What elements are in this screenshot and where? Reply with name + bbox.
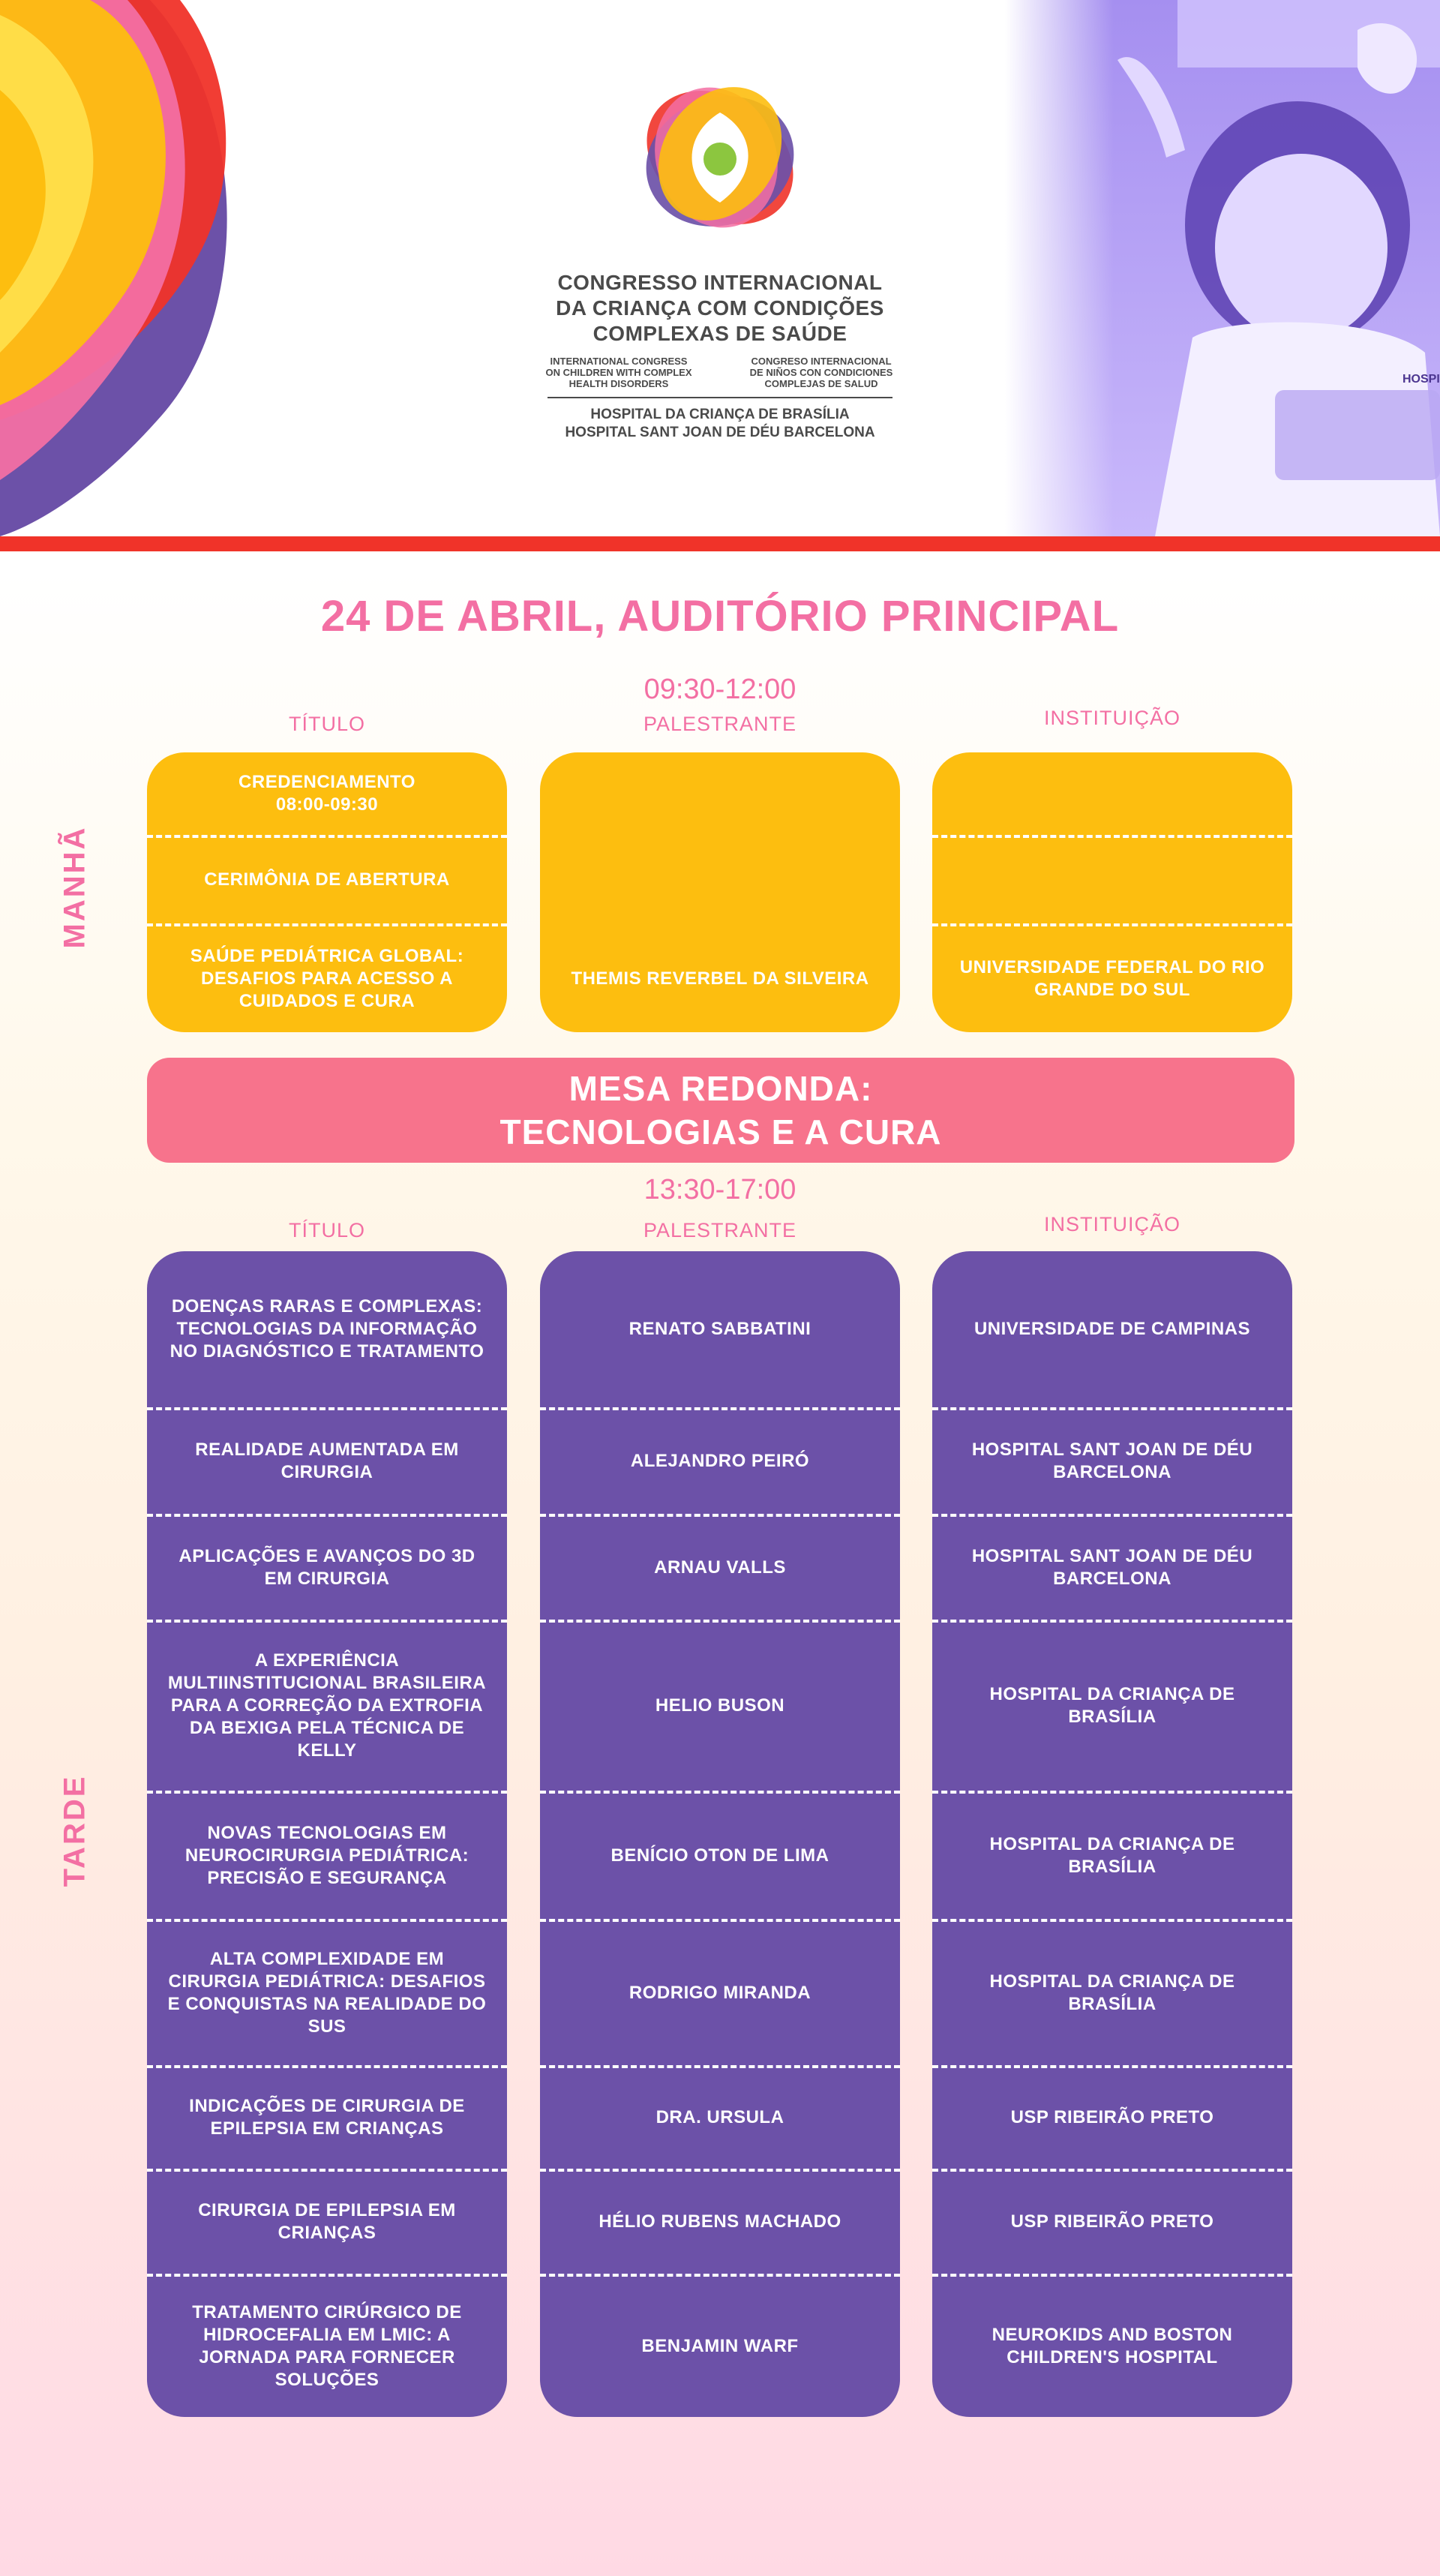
morning-speaker-cell bbox=[540, 836, 900, 923]
afternoon-speaker-cell: DRA. URSULA bbox=[656, 2107, 784, 2127]
afternoon-title-cell: NOVAS TECNOLOGIAS EM NEUROCIRURGIA PEDIÁTRICA: PRECISÃO E SEGURANÇA bbox=[184, 1822, 470, 1888]
afternoon-speaker-cell: RODRIGO MIRANDA bbox=[628, 1982, 812, 2003]
round-table-banner bbox=[147, 1058, 1294, 1163]
morning-header-institution: INSTITUIÇÃO bbox=[1043, 707, 1180, 729]
afternoon-title-cell: ALTA COMPLEXIDADE EM CIRURGIA PEDIÁTRICA: DESAFIOS E CONQUISTAS NA REALIDADE DO SUS bbox=[167, 1948, 487, 2037]
spanish-title: CONGRESO INTERNACIONAL DE NIÑOS CON CONDICIONES COMPLEJAS DE SALUD bbox=[749, 356, 893, 389]
afternoon-header-speaker: PALESTRANTE bbox=[643, 1219, 797, 1241]
afternoon-institution-cell: HOSPITAL SANT JOAN DE DÉU BARCELONA bbox=[971, 1440, 1253, 1482]
english-title: INTERNATIONAL CONGRESS ON CHILDREN WITH COMPLEX HEALTH DISORDERS bbox=[545, 356, 692, 389]
morning-institution-cell: UNIVERSIDADE FEDERAL DO RIO GRANDE DO SUL bbox=[959, 956, 1265, 1000]
afternoon-institution-cell: HOSPITAL DA CRIANÇA DE BRASÍLIA bbox=[989, 1971, 1235, 2014]
afternoon-title-cell: APLICAÇÕES E AVANÇOS DO 3D EM CIRURGIA bbox=[178, 1545, 476, 1589]
afternoon-speaker-cell: ALEJANDRO PEIRÓ bbox=[630, 1451, 810, 1471]
red-divider-bar bbox=[0, 536, 1440, 551]
afternoon-institution-cell: HOSPITAL DA CRIANÇA DE BRASÍLIA bbox=[989, 1684, 1235, 1727]
afternoon-speaker-cell: ARNAU VALLS bbox=[654, 1557, 786, 1578]
afternoon-title-cell: REALIDADE AUMENTADA EM CIRURGIA bbox=[195, 1440, 459, 1482]
afternoon-title-cell: CIRURGIA DE EPILEPSIA EM CRIANÇAS bbox=[198, 2200, 456, 2243]
date-title: 24 DE ABRIL, AUDITÓRIO PRINCIPAL bbox=[320, 592, 1120, 641]
congress-title: CONGRESSO INTERNACIONAL DA CRIANÇA COM CONDIÇÕES COMPLEXAS DE SAÚDE bbox=[556, 271, 884, 345]
afternoon-header-institution: INSTITUIÇÃO bbox=[1043, 1213, 1180, 1235]
morning-speaker-cell bbox=[540, 752, 900, 835]
afternoon-institution-cell: NEUROKIDS AND BOSTON CHILDREN'S HOSPITAL bbox=[992, 2324, 1233, 2367]
congress-title-block bbox=[525, 270, 915, 442]
congress-subtitles bbox=[525, 356, 915, 389]
morning-title-cell: CREDENCIAMENTO 08:00-09:30 bbox=[238, 772, 416, 815]
afternoon-institution-cell: UNIVERSIDADE DE CAMPINAS bbox=[974, 1319, 1251, 1339]
afternoon-speaker-cell: HELIO BUSON bbox=[655, 1695, 785, 1716]
afternoon-title-cell: A EXPERIÊNCIA MULTIINSTITUCIONAL BRASILEIRA PARA A CORREÇÃO DA EXTROFIA DA BEXIGA PELA TÉCNICA DE KELLY bbox=[167, 1650, 487, 1761]
afternoon-title-cell: INDICAÇÕES DE CIRURGIA DE EPILEPSIA EM CRIANÇAS bbox=[189, 2096, 465, 2139]
abstract-shapes-art bbox=[0, 0, 240, 536]
afternoon-time: 13:30-17:00 bbox=[644, 1174, 796, 1205]
afternoon-speaker-column bbox=[540, 1251, 900, 2417]
child-photo bbox=[1005, 0, 1440, 536]
afternoon-header-title: TÍTULO bbox=[288, 1219, 365, 1241]
morning-title-cell: CERIMÔNIA DE ABERTURA bbox=[204, 869, 450, 890]
logo-divider bbox=[548, 397, 892, 398]
afternoon-title-cell: TRATAMENTO CIRÚRGICO DE HIDROCEFALIA EM LMIC: A JORNADA PARA FORNECER SOLUÇÕES bbox=[192, 2301, 462, 2390]
header-banner bbox=[0, 0, 1440, 540]
morning-institution-column bbox=[932, 752, 1292, 1032]
morning-institution-cell bbox=[932, 752, 1292, 835]
morning-title-cell: SAÚDE PEDIÁTRICA GLOBAL: DESAFIOS PARA ACESSO A CUIDADOS E CURA bbox=[190, 945, 464, 1011]
afternoon-institution-cell: HOSPITAL DA CRIANÇA DE BRASÍLIA bbox=[989, 1833, 1235, 1877]
afternoon-label: TARDE bbox=[58, 1774, 92, 1887]
afternoon-speaker-cell: RENATO SABBATINI bbox=[628, 1319, 812, 1339]
afternoon-title-column bbox=[147, 1251, 507, 2417]
morning-time: 09:30-12:00 bbox=[644, 674, 796, 705]
morning-speaker-column bbox=[540, 752, 900, 1032]
afternoon-institution-column bbox=[932, 1251, 1292, 2417]
afternoon-title-cell: DOENÇAS RARAS E COMPLEXAS: TECNOLOGIAS DA INFORMAÇÃO NO DIAGNÓSTICO E TRATAMENTO bbox=[170, 1296, 484, 1362]
afternoon-institution-cell: USP RIBEIRÃO PRETO bbox=[1010, 2107, 1214, 2127]
afternoon-speaker-cell: BENJAMIN WARF bbox=[641, 2335, 799, 2356]
morning-title-column bbox=[147, 752, 507, 1032]
congress-logo bbox=[622, 60, 818, 255]
hospital-names: HOSPITAL DA CRIANÇA DE BRASÍLIA HOSPITAL SANT JOAN DE DÉU BARCELONA bbox=[565, 407, 875, 440]
morning-speaker-cell: THEMIS REVERBEL DA SILVEIRA bbox=[571, 968, 869, 989]
afternoon-speaker-cell: BENÍCIO OTON DE LIMA bbox=[610, 1845, 830, 1866]
morning-label: MANHÃ bbox=[58, 825, 92, 949]
morning-header-title: TÍTULO bbox=[288, 713, 365, 735]
round-table-line2: TECNOLOGIAS E A CURA bbox=[500, 1112, 942, 1151]
afternoon-institution-cell: HOSPITAL SANT JOAN DE DÉU BARCELONA bbox=[971, 1545, 1253, 1589]
afternoon-institution-cell: USP RIBEIRÃO PRETO bbox=[1010, 2211, 1214, 2232]
round-table-line1: MESA REDONDA: bbox=[568, 1069, 873, 1108]
afternoon-speaker-cell: HÉLIO RUBENS MACHADO bbox=[598, 2211, 842, 2232]
morning-header-speaker: PALESTRANTE bbox=[643, 713, 797, 735]
morning-institution-cell bbox=[932, 836, 1292, 923]
